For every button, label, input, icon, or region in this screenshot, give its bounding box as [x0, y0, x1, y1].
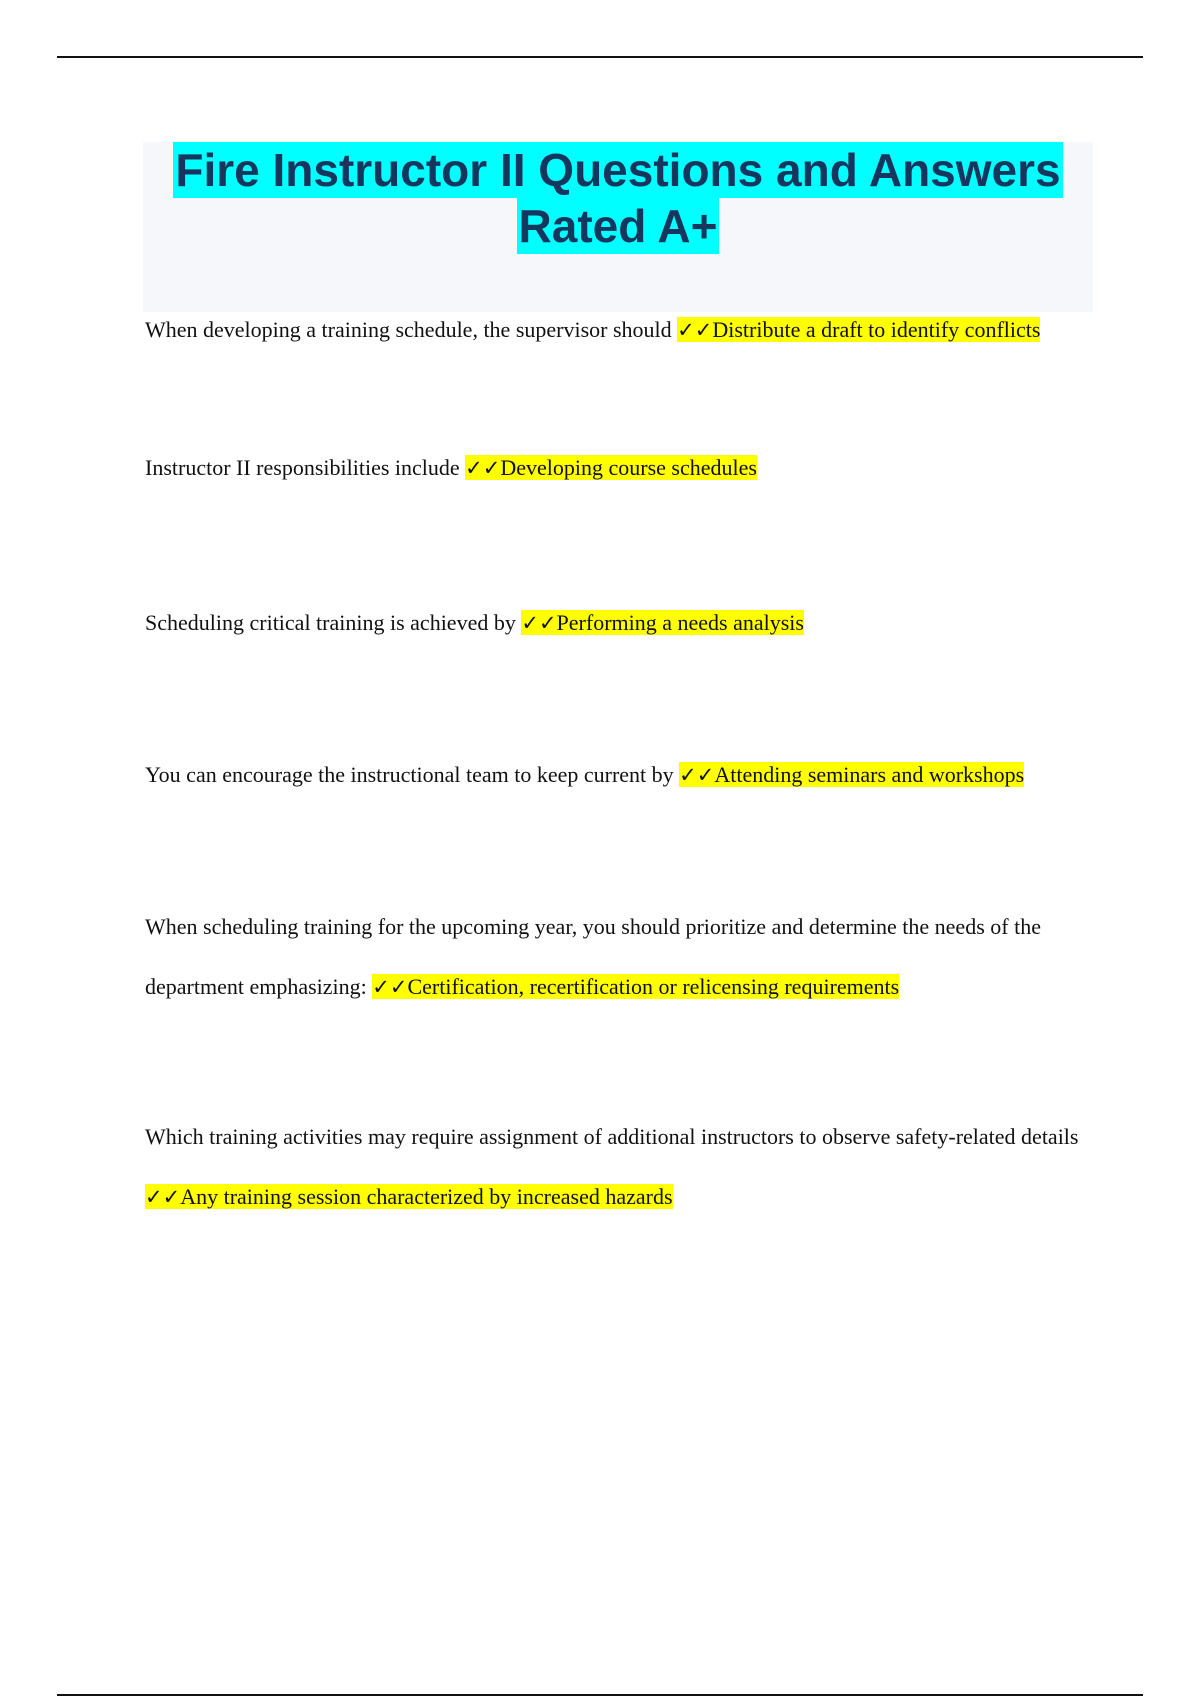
answer-text: Any training session characterized by increased hazards: [180, 1184, 673, 1209]
answer-highlight: [677, 317, 1040, 342]
question-text: Scheduling critical training is achieved by: [145, 610, 522, 635]
double-check-icon: ✓✓: [465, 456, 501, 480]
answer-text: Attending seminars and workshops: [714, 762, 1025, 787]
double-check-icon: ✓✓: [145, 1185, 181, 1209]
document-title-line-1: Fire Instructor II Questions and Answers: [175, 144, 1061, 196]
qa-item-2: [145, 438, 1080, 498]
answer-text: Certification, recertification or relicensing requirements: [407, 974, 900, 999]
question-text: Instructor II responsibilities include: [145, 455, 466, 480]
qa-item-3: [145, 593, 1080, 653]
answer-text: Performing a needs analysis: [556, 610, 804, 635]
qa-item-1: [145, 300, 1080, 360]
qa-item-6: [145, 1107, 1080, 1227]
question-text: When developing a training schedule, the supervisor should: [145, 317, 678, 342]
qa-item-5: [145, 897, 1080, 1017]
question-text: You can encourage the instructional team to keep current by: [145, 762, 680, 787]
answer-text: Developing course schedules: [500, 455, 757, 480]
header-rule: [57, 56, 1143, 58]
question-list: [145, 300, 1080, 1227]
question-text: When scheduling training for the upcoming year, you should prioritize and determine the needs of the department emphasizing:: [145, 914, 1041, 999]
question-text: Which training activities may require assignment of additional instructors to observe safety-related details: [145, 1124, 1079, 1149]
qa-item-4: [145, 745, 1080, 805]
double-check-icon: ✓✓: [372, 975, 408, 999]
double-check-icon: ✓✓: [677, 318, 713, 342]
double-check-icon: ✓✓: [521, 611, 557, 635]
answer-highlight: [521, 610, 804, 635]
answer-text: Distribute a draft to identify conflicts: [712, 317, 1041, 342]
answer-highlight: [465, 455, 757, 480]
document-title-line-2: Rated A+: [518, 200, 718, 252]
footer-rule: [57, 1694, 1143, 1696]
answer-highlight: [679, 762, 1024, 787]
title-block: [143, 142, 1093, 312]
answer-highlight: [372, 974, 899, 999]
double-check-icon: ✓✓: [679, 763, 715, 787]
answer-highlight: [145, 1184, 673, 1209]
